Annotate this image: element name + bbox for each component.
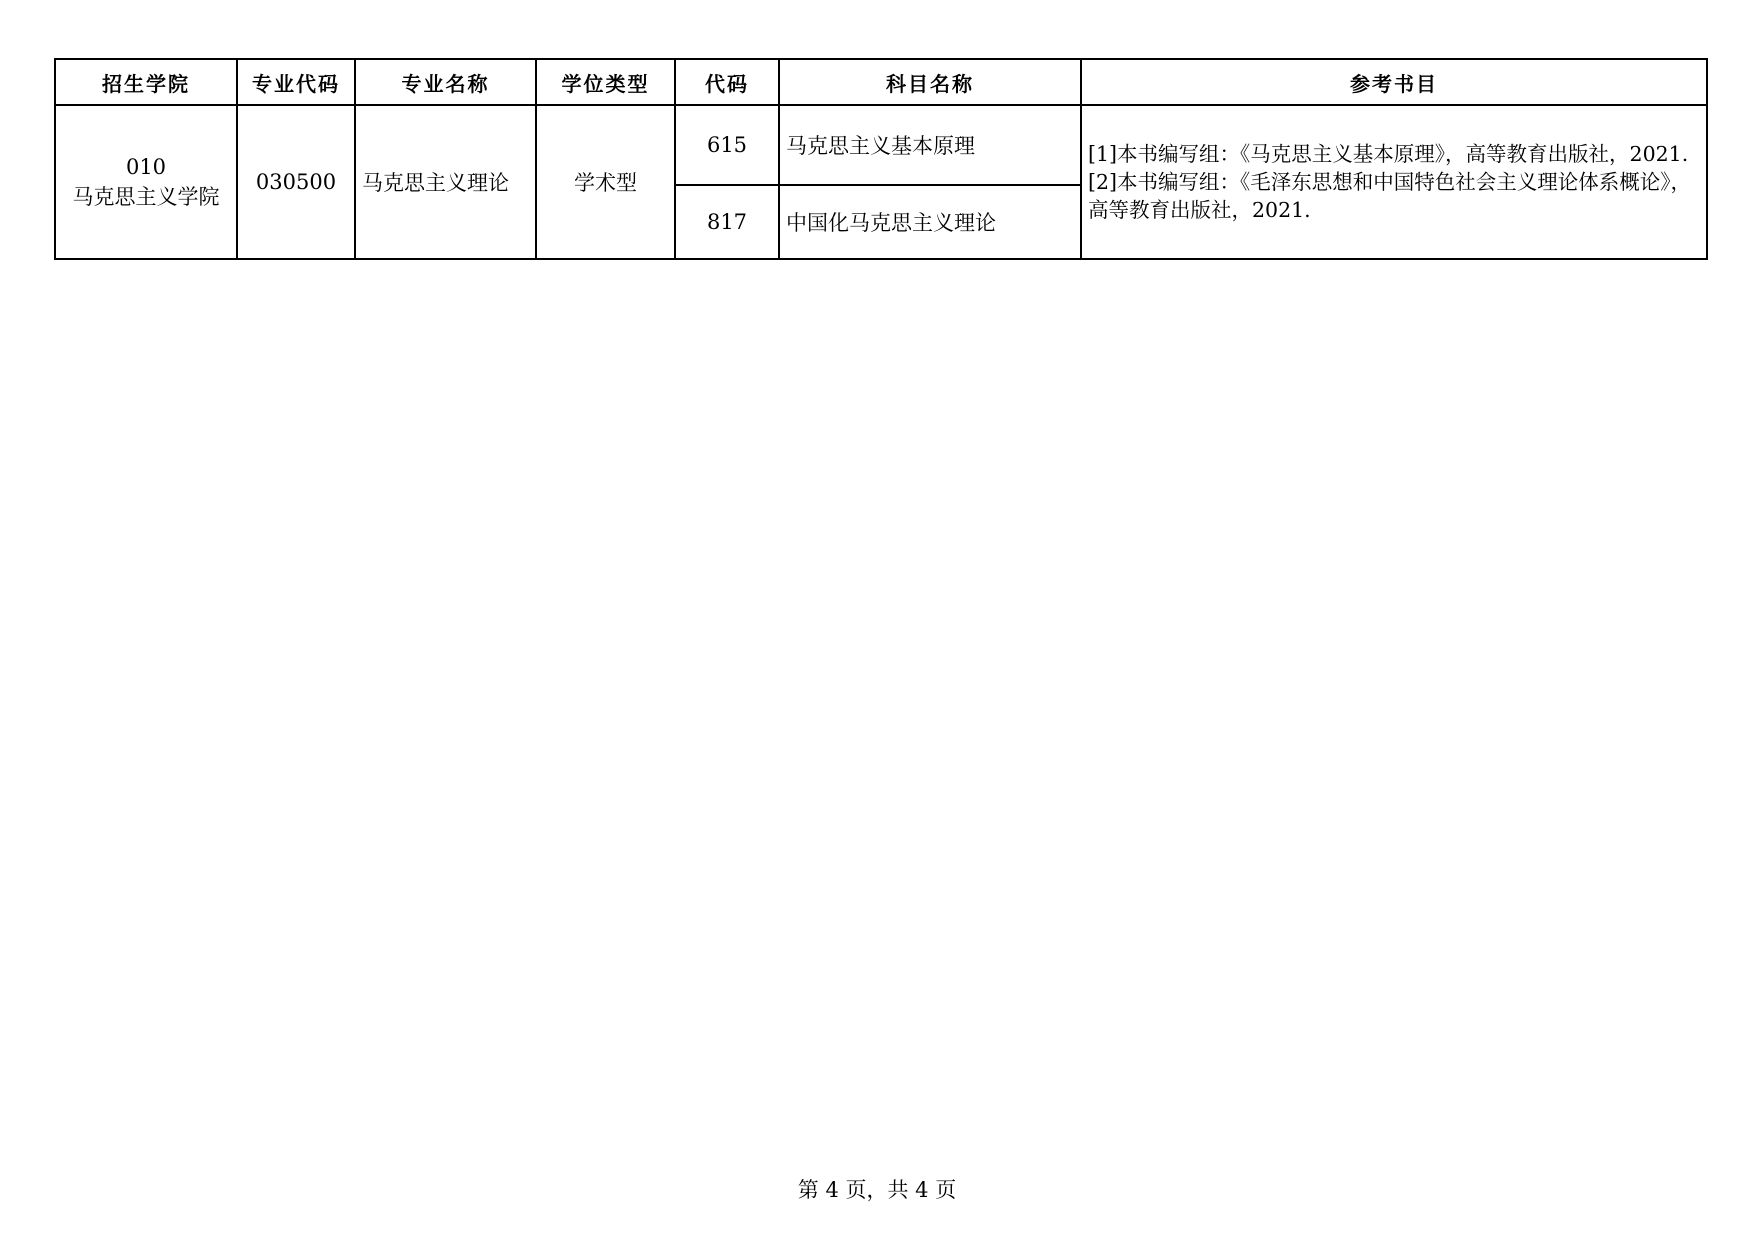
header-degree-type: 学位类型: [536, 59, 675, 105]
subject-code-cell: 817: [675, 185, 779, 259]
admissions-table: [54, 58, 1708, 260]
header-subject-name: 科目名称: [779, 59, 1081, 105]
table-header-row: [55, 59, 1707, 105]
reference-item: [1]本书编写组：《马克思主义基本原理》，高等教育出版社，2021.: [1088, 142, 1689, 166]
table-row: [55, 105, 1707, 185]
header-major-code: 专业代码: [237, 59, 355, 105]
college-code: 010: [125, 155, 167, 179]
major-name-cell: 马克思主义理论: [355, 105, 536, 259]
subject-name-cell: 马克思主义基本原理: [779, 105, 1081, 185]
header-subject-code: 代码: [675, 59, 779, 105]
header-references: 参考书目: [1081, 59, 1707, 105]
reference-item: [2]本书编写组：《毛泽东思想和中国特色社会主义理论体系概论》，高等教育出版社，2021.: [1088, 170, 1692, 222]
admissions-table-wrapper: [54, 58, 1706, 260]
college-name: 马克思主义学院: [72, 185, 220, 209]
subject-name-cell: 中国化马克思主义理论: [779, 185, 1081, 259]
references-cell: [1081, 105, 1707, 259]
subject-code-cell: 615: [675, 105, 779, 185]
header-major-name: 专业名称: [355, 59, 536, 105]
college-cell: [55, 105, 237, 259]
major-code-cell: 030500: [237, 105, 355, 259]
degree-type-cell: 学术型: [536, 105, 675, 259]
page-footer: 第 4 页，共 4 页: [797, 1178, 957, 1202]
header-college: 招生学院: [55, 59, 237, 105]
